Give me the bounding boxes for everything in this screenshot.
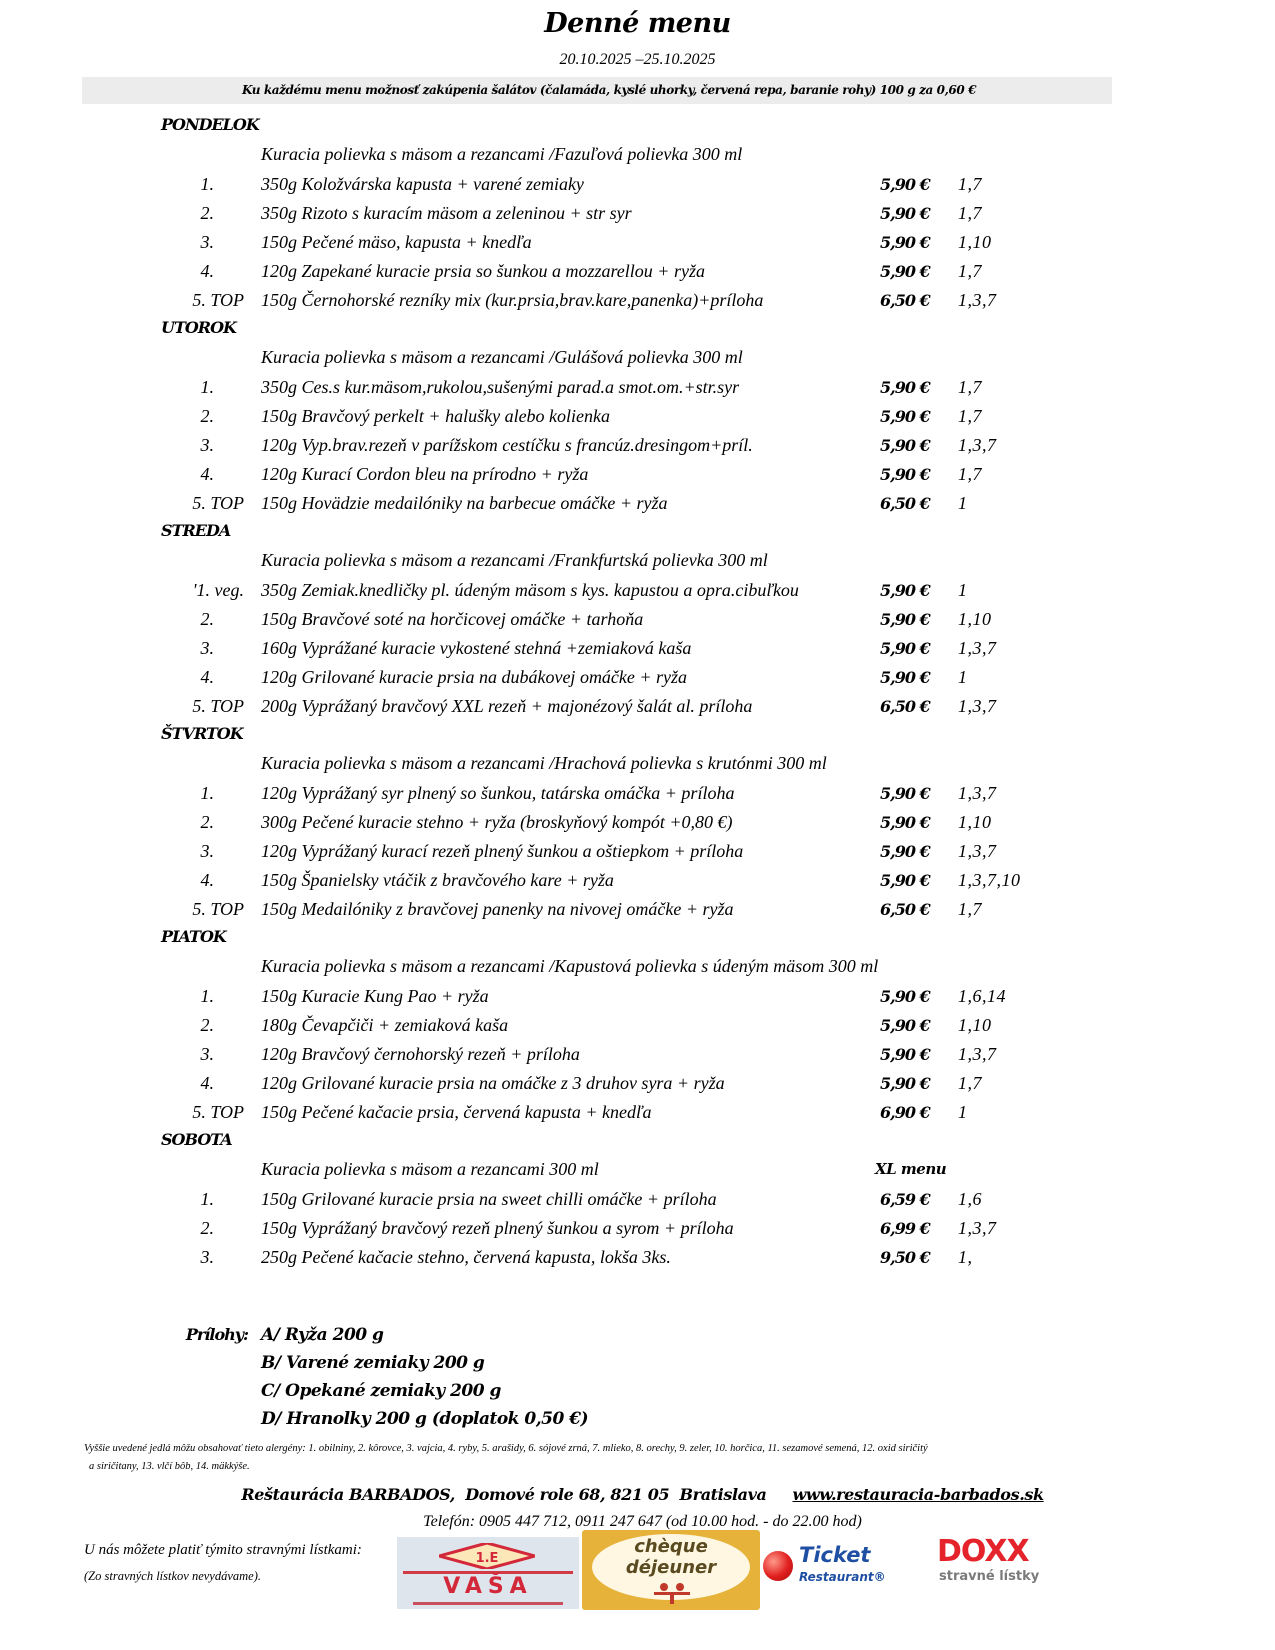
item-allergens: 1,7 — [958, 377, 982, 397]
item-allergens: 1,3,7 — [958, 435, 997, 455]
day-name: PONDELOK — [161, 115, 259, 134]
item-description: 160g Vyprážané kuracie vykostené stehná +zemiaková kaša — [261, 638, 692, 658]
menu-item — [0, 431, 1275, 460]
item-number: 4. — [200, 261, 214, 281]
item-description: 120g Vyp.brav.rezeň v parížskom cestíčku s francúz.dresingom+príl. — [261, 435, 753, 455]
item-number: 2. — [200, 609, 214, 629]
soup-of-day — [0, 341, 1275, 373]
item-allergens: 1,7 — [958, 899, 982, 919]
item-allergens: 1,10 — [958, 1015, 992, 1035]
item-price: 5,90 € — [880, 610, 930, 629]
ticket-ball-icon — [763, 1551, 793, 1581]
item-number: 1. — [200, 174, 214, 194]
menu-item — [0, 634, 1275, 663]
menu-item — [0, 257, 1275, 286]
soup-of-day — [0, 1153, 1275, 1185]
item-number: 3. — [200, 638, 214, 658]
item-number: 3. — [200, 232, 214, 252]
item-price: 6,50 € — [880, 494, 930, 513]
item-description: 120g Zapekané kuracie prsia so šunkou a mozzarellou + ryža — [261, 261, 705, 281]
item-allergens: 1,7 — [958, 464, 982, 484]
item-description: 120g Bravčový černohorský rezeň + príloha — [261, 1044, 580, 1064]
menu-item — [0, 663, 1275, 692]
item-allergens: 1,3,7 — [958, 290, 997, 310]
item-allergens: 1,3,7 — [958, 638, 997, 658]
side-dish-item: D/ Hranolky 200 g (doplatok 0,50 €) — [261, 1409, 589, 1429]
item-price: 5,90 € — [880, 987, 930, 1006]
restaurant-info — [0, 1483, 1275, 1507]
menu-item — [0, 1040, 1275, 1069]
day-section — [0, 721, 1275, 924]
item-price: 5,90 € — [880, 407, 930, 426]
payment-info — [84, 1540, 384, 1584]
soup-text: Kuracia polievka s mäsom a rezancami /Frankfurtská polievka 300 ml — [261, 550, 768, 570]
side-dish-item: A/ Ryža 200 g — [261, 1325, 384, 1345]
soup-text: Kuracia polievka s mäsom a rezancami /Hrachová polievka s krutónmi 300 ml — [261, 753, 827, 773]
soup-text: Kuracia polievka s mäsom a rezancami /Kapustová polievka s údeným mäsom 300 ml — [261, 956, 879, 976]
item-price: 6,90 € — [880, 1103, 930, 1122]
item-allergens: 1,7 — [958, 174, 982, 194]
item-description: 150g Vyprážaný bravčový rezeň plnený šunkou a syrom + príloha — [261, 1218, 734, 1238]
xl-menu-badge: XL menu — [875, 1160, 947, 1178]
item-number: 1. — [200, 783, 214, 803]
item-price: 5,90 € — [880, 842, 930, 861]
item-description: 350g Ces.s kur.mäsom,rukolou,sušenými parad.a smot.om.+str.syr — [261, 377, 740, 397]
soup-of-day — [0, 747, 1275, 779]
day-name: PIATOK — [161, 927, 226, 946]
menu-item — [0, 605, 1275, 634]
item-description: 150g Bravčové soté na horčicovej omáčke + tarhoňa — [261, 609, 644, 629]
item-description: 150g Grilované kuracie prsia na sweet chilli omáčke + príloha — [261, 1189, 717, 1209]
allergens-note — [84, 1440, 1184, 1476]
item-number: '1. veg. — [192, 580, 244, 600]
item-price: 5,90 € — [880, 784, 930, 803]
item-allergens: 1,3,7 — [958, 1044, 997, 1064]
item-allergens: 1,3,7 — [958, 783, 997, 803]
item-price: 5,90 € — [880, 1045, 930, 1064]
item-number: 4. — [200, 667, 214, 687]
item-description: 180g Čevapčiči + zemiaková kaša — [261, 1015, 509, 1035]
item-allergens: 1 — [958, 667, 968, 687]
payment-text: U nás môžete platiť týmito stravnými lístkami: — [84, 1542, 362, 1558]
item-allergens: 1,7 — [958, 261, 982, 281]
dejeuner-word: déjeuner — [625, 1557, 717, 1578]
item-price: 6,50 € — [880, 291, 930, 310]
item-description: 120g Grilované kuracie prsia na dubákovej omáčke + ryža — [261, 667, 688, 687]
item-number: 4. — [200, 870, 214, 890]
weekly-menu — [0, 112, 1275, 1272]
menu-item — [0, 576, 1275, 605]
salad-offer-text: Ku každému menu možnosť zakúpenia šalátov (čalamáda, kyslé uhorky, červená repa, baranie rohy) 100 g za 0,60 € — [241, 83, 977, 97]
item-number: 3. — [200, 841, 214, 861]
item-description: 120g Kurací Cordon bleu na prírodno + ryža — [261, 464, 589, 484]
day-section — [0, 924, 1275, 1127]
vasa-diamond-icon — [439, 1543, 535, 1569]
item-description: 350g Zemiak.knedličky pl. údeným mäsom s kys. kapustou a opra.cibuľkou — [261, 580, 799, 600]
item-allergens: 1,7 — [958, 1073, 982, 1093]
menu-item — [0, 460, 1275, 489]
item-allergens: 1,3,7 — [958, 1218, 997, 1238]
item-price: 6,59 € — [880, 1190, 930, 1209]
item-description: 150g Bravčový perkelt + halušky alebo kolienka — [261, 406, 611, 426]
day-name: STREDA — [161, 521, 231, 540]
day-section — [0, 315, 1275, 518]
item-allergens: 1, — [958, 1247, 973, 1267]
vasa-logo — [397, 1537, 579, 1609]
item-price: 5,90 € — [880, 1016, 930, 1035]
menu-item — [0, 779, 1275, 808]
item-price: 6,50 € — [880, 900, 930, 919]
page-title: Denné menu — [544, 8, 731, 39]
menu-item — [0, 228, 1275, 257]
item-number: 5. TOP — [192, 696, 244, 716]
item-description: 150g Hovädzie medailóniky na barbecue omáčke + ryža — [261, 493, 668, 513]
item-number: 4. — [200, 1073, 214, 1093]
doxx-logo — [937, 1536, 1107, 1588]
side-dish-item: B/ Varené zemiaky 200 g — [261, 1353, 485, 1373]
allergens-line: a siričitany, 13. vlčí bôb, 14. mäkkýše. — [89, 1461, 250, 1472]
payment-note: (Zo stravných lístkov nevydávame). — [84, 1569, 262, 1583]
item-price: 5,90 € — [880, 581, 930, 600]
soup-of-day — [0, 544, 1275, 576]
item-description: 350g Rizoto s kuracím mäsom a zeleninou + str syr — [261, 203, 632, 223]
menu-item — [0, 808, 1275, 837]
item-number: 5. TOP — [192, 1102, 244, 1122]
item-price: 5,90 € — [880, 262, 930, 281]
salad-offer-banner — [82, 77, 1112, 104]
item-description: 120g Grilované kuracie prsia na omáčke z 3 druhov syra + ryža — [261, 1073, 725, 1093]
item-number: 2. — [200, 203, 214, 223]
item-price: 5,90 € — [880, 1074, 930, 1093]
item-number: 4. — [200, 464, 214, 484]
item-allergens: 1,10 — [958, 232, 992, 252]
menu-item — [0, 1185, 1275, 1214]
vasa-subline — [413, 1602, 563, 1605]
item-price: 5,90 € — [880, 436, 930, 455]
menu-item — [0, 692, 1275, 721]
day-name: UTOROK — [161, 318, 236, 337]
item-price: 5,90 € — [880, 871, 930, 890]
soup-text: Kuracia polievka s mäsom a rezancami /Fazuľová polievka 300 ml — [261, 144, 743, 164]
menu-item — [0, 837, 1275, 866]
item-number: 3. — [200, 1044, 214, 1064]
item-description: 350g Koložvárska kapusta + varené zemiaky — [261, 174, 584, 194]
item-allergens: 1,3,7 — [958, 696, 997, 716]
website-link[interactable]: www.restauracia-barbados.sk — [792, 1485, 1044, 1504]
item-number: 1. — [200, 986, 214, 1006]
item-price: 5,90 € — [880, 233, 930, 252]
menu-item — [0, 1214, 1275, 1243]
item-number: 2. — [200, 406, 214, 426]
item-allergens: 1,3,7,10 — [958, 870, 1021, 890]
menu-item — [0, 1069, 1275, 1098]
cheque-dejeuner-logo — [582, 1530, 760, 1610]
day-section — [0, 1127, 1275, 1272]
restaurant-address: Reštaurácia BARBADOS, Domové role 68, 821 05 Bratislava — [241, 1485, 767, 1504]
soup-of-day — [0, 950, 1275, 982]
item-price: 5,90 € — [880, 204, 930, 223]
vasa-mark: 1.E — [475, 1551, 499, 1566]
item-description: 200g Vyprážaný bravčový XXL rezeň + majonézový šalát al. príloha — [261, 696, 753, 716]
item-price: 6,99 € — [880, 1219, 930, 1238]
item-description: 250g Pečené kačacie stehno, červená kapusta, lokša 3ks. — [261, 1247, 671, 1267]
item-allergens: 1 — [958, 580, 968, 600]
menu-item — [0, 866, 1275, 895]
item-number: 2. — [200, 1015, 214, 1035]
item-allergens: 1 — [958, 493, 968, 513]
menu-item — [0, 170, 1275, 199]
item-allergens: 1,6 — [958, 1189, 982, 1209]
menu-item — [0, 982, 1275, 1011]
item-allergens: 1,10 — [958, 812, 992, 832]
menu-item — [0, 1098, 1275, 1127]
item-price: 5,90 € — [880, 175, 930, 194]
date-range: 20.10.2025 –25.10.2025 — [559, 51, 716, 68]
side-dishes-label: Prílohy: — [185, 1325, 248, 1344]
item-allergens: 1 — [958, 1102, 968, 1122]
day-name: ŠTVRTOK — [161, 724, 243, 743]
item-description: 150g Černohorské rezníky mix (kur.prsia,brav.kare,panenka)+príloha — [261, 290, 764, 310]
item-description: 300g Pečené kuracie stehno + ryža (broskyňový kompót +0,80 €) — [261, 812, 733, 832]
item-number: 2. — [200, 1218, 214, 1238]
item-description: 150g Pečené mäso, kapusta + knedľa — [261, 232, 532, 252]
side-dishes — [0, 1323, 1275, 1435]
item-price: 5,90 € — [880, 668, 930, 687]
phone-hours: Telefón: 0905 447 712, 0911 247 647 (od 10.00 hod. - do 22.00 hod) — [423, 1513, 862, 1530]
allergens-line: Vyššie uvedené jedlá môžu obsahovať tieto alergény: 1. obilniny, 2. kôrovce, 3. vajcia, 4. ryby, 5. arašidy, 6. sójové zrná, 7. mlieko, 8. orechy, 9. zeler, 10. horčica, 11. sezamové semená, 12. oxid siričitý — [84, 1443, 928, 1454]
item-number: 2. — [200, 812, 214, 832]
item-allergens: 1,3,7 — [958, 841, 997, 861]
item-description: 150g Kuracie Kung Pao + ryža — [261, 986, 489, 1006]
ticket-word: Ticket — [799, 1543, 871, 1567]
item-description: 120g Vyprážaný syr plnený so šunkou, tatárska omáčka + príloha — [261, 783, 735, 803]
dining-figures-icon — [652, 1582, 692, 1604]
item-description: 150g Medailóniky z bravčovej panenky na nivovej omáčke + ryža — [261, 899, 734, 919]
item-allergens: 1,7 — [958, 203, 982, 223]
item-number: 1. — [200, 377, 214, 397]
doxx-tagline: stravné lístky — [939, 1569, 1040, 1584]
item-price: 5,90 € — [880, 813, 930, 832]
item-price: 9,50 € — [880, 1248, 930, 1267]
item-allergens: 1,7 — [958, 406, 982, 426]
restaurant-word: Restaurant® — [799, 1570, 886, 1584]
menu-item — [0, 199, 1275, 228]
doxx-word: DOXX — [937, 1536, 1029, 1569]
item-allergens: 1,6,14 — [958, 986, 1006, 1006]
item-description: 150g Pečené kačacie prsia, červená kapusta + knedľa — [261, 1102, 652, 1122]
item-number: 3. — [200, 435, 214, 455]
menu-item — [0, 489, 1275, 518]
menu-item — [0, 895, 1275, 924]
soup-text: Kuracia polievka s mäsom a rezancami /Gulášová polievka 300 ml — [261, 347, 743, 367]
item-number: 5. TOP — [192, 290, 244, 310]
menu-item — [0, 1243, 1275, 1272]
menu-item — [0, 373, 1275, 402]
vasa-word: VAŠA — [443, 1574, 533, 1599]
day-section — [0, 518, 1275, 721]
item-allergens: 1,10 — [958, 609, 992, 629]
item-description: 120g Vyprážaný kurací rezeň plnený šunkou a oštiepkom + príloha — [261, 841, 744, 861]
soup-of-day — [0, 138, 1275, 170]
item-price: 5,90 € — [880, 465, 930, 484]
item-price: 5,90 € — [880, 639, 930, 658]
menu-item — [0, 402, 1275, 431]
item-number: 5. TOP — [192, 899, 244, 919]
menu-item — [0, 1011, 1275, 1040]
ticket-restaurant-logo — [763, 1543, 933, 1589]
item-number: 3. — [200, 1247, 214, 1267]
item-number: 5. TOP — [192, 493, 244, 513]
cheque-word: chèque — [634, 1536, 708, 1557]
soup-text: Kuracia polievka s mäsom a rezancami 300 ml — [261, 1159, 599, 1179]
item-description: 150g Španielsky vtáčik z bravčového kare + ryža — [261, 870, 614, 890]
day-section — [0, 112, 1275, 315]
day-name: SOBOTA — [161, 1130, 232, 1149]
item-price: 5,90 € — [880, 378, 930, 397]
item-price: 6,50 € — [880, 697, 930, 716]
side-dish-item: C/ Opekané zemiaky 200 g — [261, 1381, 501, 1401]
menu-item — [0, 286, 1275, 315]
item-number: 1. — [200, 1189, 214, 1209]
